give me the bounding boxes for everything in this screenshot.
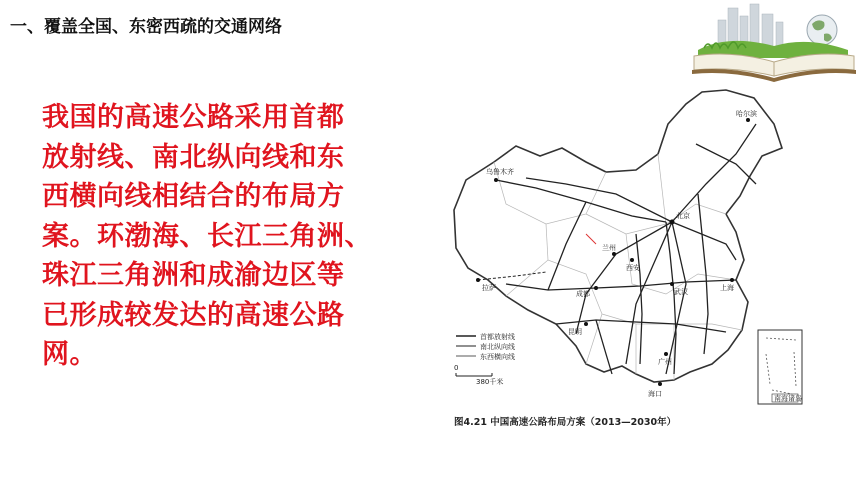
globe-icon <box>807 15 837 45</box>
legend-item: 南北纵向线 <box>480 343 515 351</box>
scale-bar <box>454 364 503 386</box>
city-label-shanghai: 上海 <box>720 284 734 292</box>
body-paragraph <box>42 98 422 375</box>
inset-label: 南海诸岛 <box>774 394 802 403</box>
city-label-wulumuqi: 乌鲁木齐 <box>486 168 514 176</box>
body-line: 珠江三角洲和成渝边区等 <box>42 260 345 291</box>
city-label-kunming: 昆明 <box>568 328 582 336</box>
city-label-wuhan: 武汉 <box>674 288 688 296</box>
city-label-harbin: 哈尔滨 <box>736 110 757 118</box>
legend-item: 首都放射线 <box>480 333 515 341</box>
body-line: 网。 <box>42 339 97 370</box>
body-line: 西横向线相结合的布局方 <box>42 181 345 212</box>
map-legend <box>456 332 515 361</box>
china-highway-map <box>436 84 816 436</box>
city-label-beijing: 北京 <box>676 212 690 220</box>
body-line: 我国的高速公路采用首都 <box>42 102 345 133</box>
figure-caption: 图4.21 中国高速公路布局方案（2013—2030年） <box>454 417 677 428</box>
city-label-lhasa: 拉萨 <box>482 284 496 292</box>
city-label-guangzhou: 广州 <box>658 358 672 366</box>
city-label-lanzhou: 兰州 <box>602 244 616 252</box>
city-label-haikou: 海口 <box>648 390 662 398</box>
legend-item: 东西横向线 <box>480 353 515 361</box>
page-heading: 一、覆盖全国、东密西疏的交通网络 <box>10 17 282 37</box>
scale-zero: 0 <box>454 364 459 372</box>
city-label-chengdu: 成都 <box>576 290 590 298</box>
body-line: 案。环渤海、长江三角洲、 <box>42 220 372 252</box>
body-line: 已形成较发达的高速公路 <box>42 299 345 331</box>
book-city-illustration <box>688 0 860 82</box>
scale-label: 380千米 <box>476 378 504 386</box>
body-line: 放射线、南北纵向线和东 <box>42 141 345 173</box>
south-china-sea-inset <box>758 330 802 404</box>
city-label-xian: 西安 <box>626 264 640 272</box>
